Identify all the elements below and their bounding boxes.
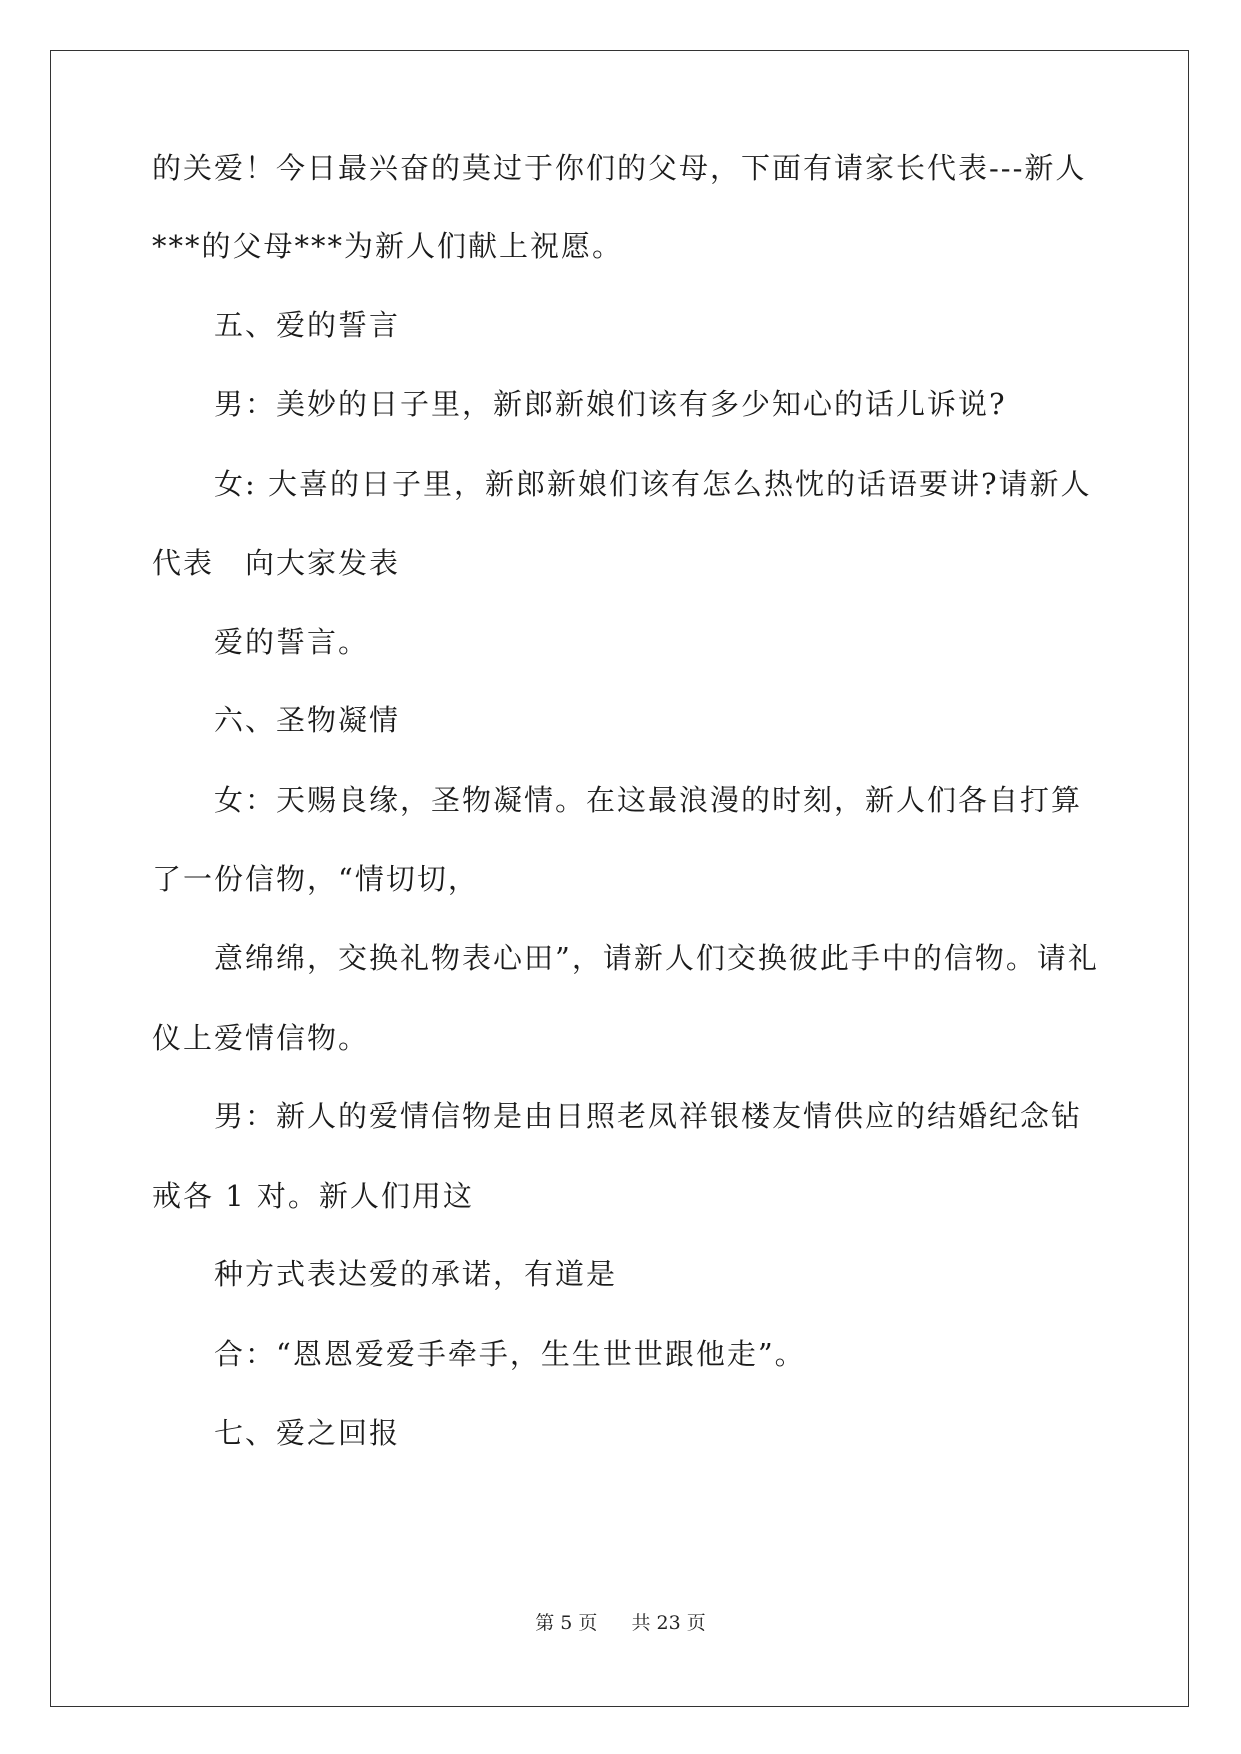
text-line: ***的父母***为新人们献上祝愿。 [152, 229, 624, 263]
text-line: 种方式表达爱的承诺，有道是 [214, 1257, 618, 1291]
text-line: 男：新人的爱情信物是由日照老凤祥银楼友情供应的结婚纪念钻 [214, 1099, 1083, 1133]
section-heading: 五、爱的誓言 [214, 308, 401, 342]
text-line: 代表 向大家发表 [152, 546, 401, 580]
text-line: 女: 大喜的日子里，新郎新娘们该有怎么热忱的话语要讲?请新人 [214, 467, 1092, 501]
text-line: 仪上爱情信物。 [152, 1021, 370, 1055]
section-heading: 七、爱之回报 [214, 1416, 401, 1450]
section-heading: 六、圣物凝情 [214, 703, 401, 737]
page-footer [0, 1608, 1241, 1635]
text-line: 意绵绵，交换礼物表心田”，请新人们交换彼此手中的信物。请礼 [214, 941, 1099, 975]
text-line: 合：“恩恩爱爱手牵手，生生世世跟他走”。 [214, 1337, 806, 1371]
text-line: 爱的誓言。 [214, 625, 370, 659]
text-line: 男：美妙的日子里，新郎新娘们该有多少知心的话儿诉说? [214, 387, 1007, 421]
text-line: 戒各 1 对。新人们用这 [152, 1179, 474, 1213]
text-line: 了一份信物，“情切切， [152, 862, 479, 896]
text-line: 女：天赐良缘，圣物凝情。在这最浪漫的时刻，新人们各自打算 [214, 783, 1083, 817]
page-number: 第 5 页 [535, 1612, 598, 1634]
text-line: 的关爱！今日最兴奋的莫过于你们的父母，下面有请家长代表---新人 [152, 151, 1087, 185]
page-total: 共 23 页 [631, 1612, 706, 1634]
